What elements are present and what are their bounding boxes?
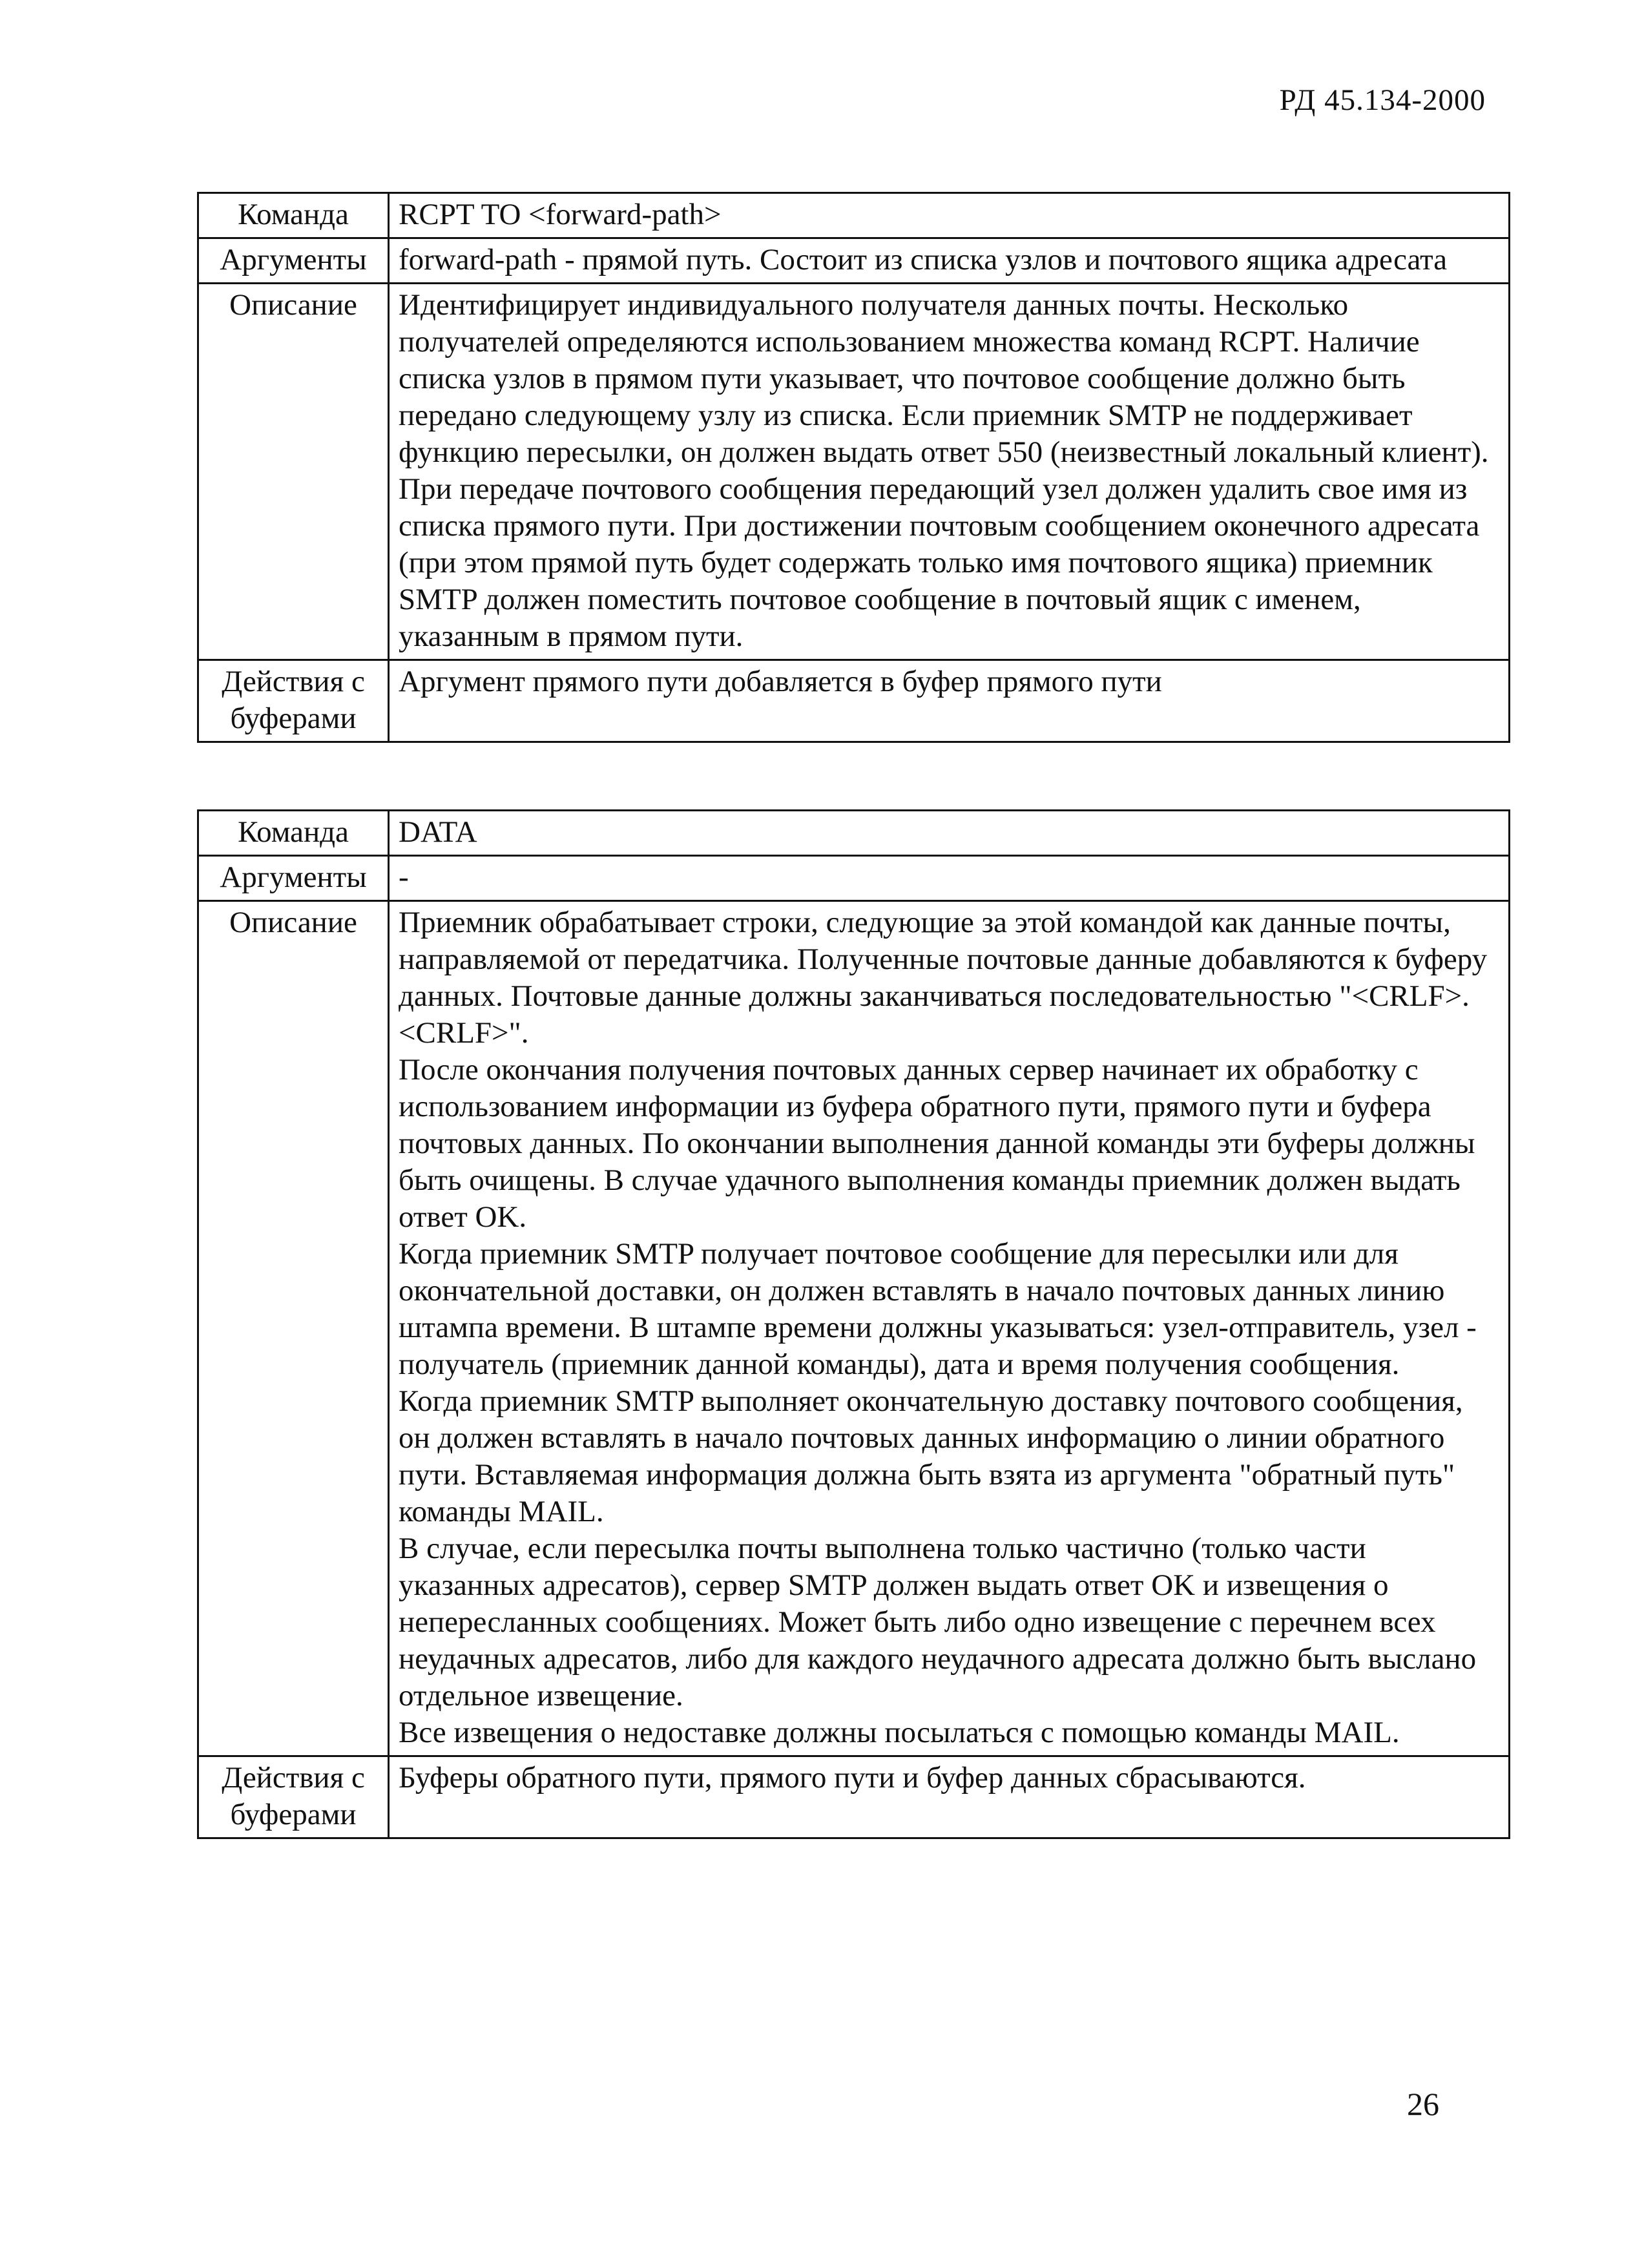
- value-paragraph: Когда приемник SMTP получает почтовое сообщение для пересылки или для окончательной доставки, он должен вставлять в начало почтовых данных линию штампа времени. В штампе времени должны указываться: узел-отправитель, узел - получатель (приемник данной команды), дата и время получения сообщения.: [399, 1237, 1477, 1381]
- row-value: [389, 284, 1510, 660]
- row-value: [389, 193, 1510, 238]
- row-label: Команда: [198, 811, 389, 856]
- value-paragraph: -: [399, 860, 409, 894]
- table-row: [198, 193, 1510, 238]
- value-paragraph: В случае, если пересылка почты выполнена только частично (только части указанных адресатов), сервер SMTP должен выдать ответ OK и извещения о непересланных сообщениях. Может быть либо одно извещение с перечнем всех неудачных адресатов, либо для каждого неудачного адресата должно быть выслано отдельное извещение.: [399, 1532, 1477, 1712]
- value-paragraph: RCPT TO <forward-path>: [399, 198, 722, 231]
- row-label: Описание: [198, 284, 389, 660]
- row-value: [389, 811, 1510, 856]
- value-paragraph: DATA: [399, 815, 477, 849]
- value-paragraph: Приемник обрабатывает строки, следующие за этой командой как данные почты, направляемой от передатчика. Полученные почтовые данные добавляются к буферу данных. Почтовые данные должны заканчиваться последовательностью "<CRLF>.<CRLF>".: [399, 906, 1488, 1050]
- table-row: [198, 811, 1510, 856]
- table-row: [198, 660, 1510, 742]
- value-paragraph: При передаче почтового сообщения передающий узел должен удалить свое имя из списка прямого пути. При достижении почтовым сообщением оконечного адресата (при этом прямой путь будет содержать только имя почтового ящика) приемник SMTP должен поместить почтовое сообщение в почтовый ящик с именем, указанным в прямом пути.: [399, 472, 1480, 653]
- value-paragraph: forward-path - прямой путь. Состоит из списка узлов и почтового ящика адресата: [399, 243, 1448, 276]
- value-paragraph: Буферы обратного пути, прямого пути и буфер данных сбрасываются.: [399, 1761, 1306, 1795]
- value-paragraph: Аргумент прямого пути добавляется в буфер прямого пути: [399, 665, 1162, 698]
- row-value: [389, 1756, 1510, 1838]
- table-row: [198, 284, 1510, 660]
- page-number: 26: [1407, 2086, 1439, 2122]
- value-paragraph: Когда приемник SMTP выполняет окончательную доставку почтового сообщения, он должен вставлять в начало почтовых данных информацию о линии обратного пути. Вставляемая информация должна быть взята из аргумента "обратный путь" команды MAIL.: [399, 1384, 1463, 1528]
- row-value: [389, 856, 1510, 901]
- row-label: Действия с буферами: [198, 660, 389, 742]
- value-paragraph: После окончания получения почтовых данных сервер начинает их обработку с использованием информации из буфера обратного пути, прямого пути и буфера почтовых данных. По окончании выполнения данной команды эти буферы должны быть очищены. В случае удачного выполнения команды приемник должен выдать ответ OK.: [399, 1053, 1475, 1234]
- row-label: Действия с буферами: [198, 1756, 389, 1838]
- table-row: [198, 856, 1510, 901]
- row-value: [389, 901, 1510, 1756]
- value-paragraph: Все извещения о недоставке должны посылаться с помощью команды MAIL.: [399, 1716, 1400, 1749]
- row-label: Аргументы: [198, 238, 389, 284]
- row-value: [389, 660, 1510, 742]
- table-row: [198, 901, 1510, 1756]
- command-table-data: [197, 809, 1510, 1839]
- row-label: Аргументы: [198, 856, 389, 901]
- table-row: [198, 1756, 1510, 1838]
- table-row: [198, 238, 1510, 284]
- document-code: РД 45.134-2000: [1279, 83, 1486, 117]
- value-paragraph: Идентифицирует индивидуального получателя данных почты. Несколько получателей определяются использованием множества команд RCPT. Наличие списка узлов в прямом пути указывает, что почтовое сообщение должно быть передано следующему узлу из списка. Если приемник SMTP не поддерживает функцию пересылки, он должен выдать ответ 550 (неизвестный локальный клиент).: [399, 288, 1489, 469]
- row-label: Описание: [198, 901, 389, 1756]
- command-table-rcpt: [197, 192, 1510, 743]
- row-label: Команда: [198, 193, 389, 238]
- row-value: [389, 238, 1510, 284]
